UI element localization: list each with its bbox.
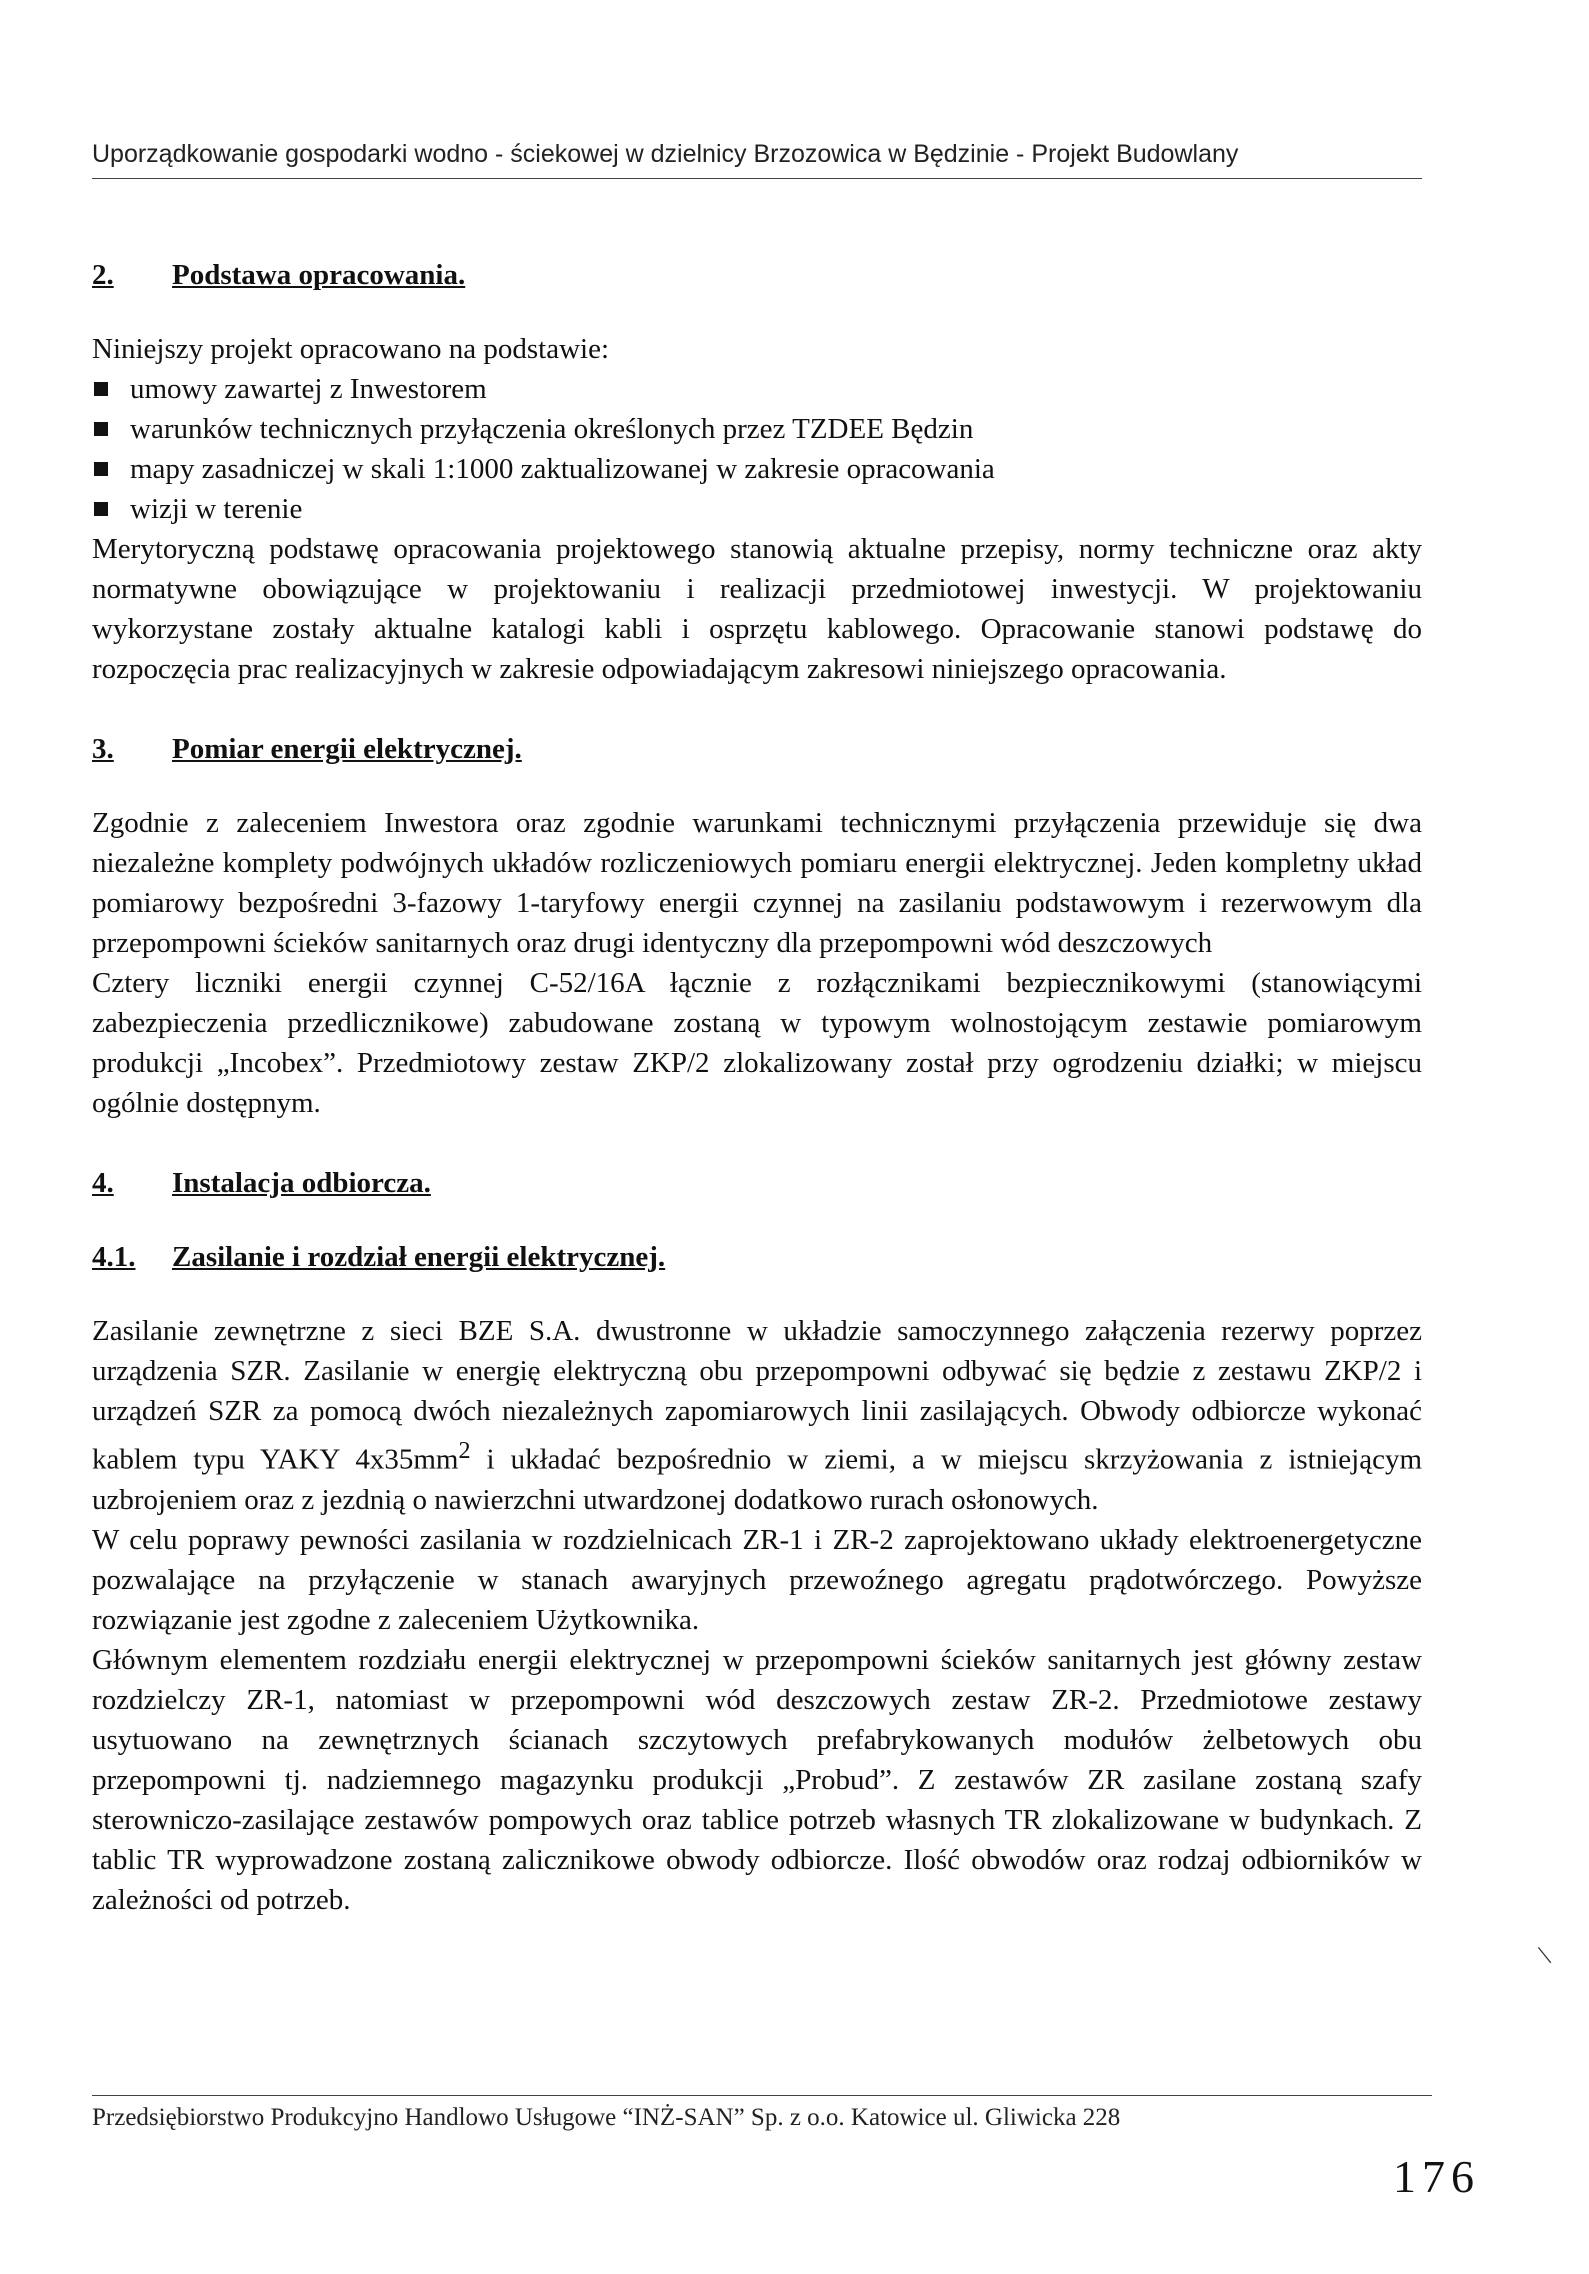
section-number: 4. xyxy=(92,1167,114,1199)
list-item: umowy zawartej z Inwestorem xyxy=(92,369,1422,409)
page-footer: Przedsiębiorstwo Produkcyjno Handlowo Usługowe “INŻ-SAN” Sp. z o.o. Katowice ul. Gliwicka 228 xyxy=(92,2104,1121,2131)
section-title: Instalacja odbiorcza. xyxy=(172,1167,431,1199)
section-title: Pomiar energii elektrycznej. xyxy=(172,733,522,765)
list-item: warunków technicznych przyłączenia określonych przez TZDEE Będzin xyxy=(92,409,1422,449)
section-heading-4 xyxy=(92,1163,1422,1203)
paragraph: W celu poprawy pewności zasilania w rozdzielnicach ZR-1 i ZR-2 zaprojektowano układy elektroenergetyczne pozwalające na przyłączenie w stanach awaryjnych przewoźnego agregatu prądotwórczego. Powyższe rozwiązanie jest zgodne z zaleceniem Użytkownika. xyxy=(92,1523,1422,1636)
paragraph: Cztery liczniki energii czynnej C-52/16A łącznie z rozłącznikami bezpiecznikowymi (stanowiącymi zabezpieczenia przedlicznikowe) zabudowane zostaną w typowym wolnostojącym zestawie pomiarowym produkcji „Incobex”. Przedmiotowy zestaw ZKP/2 zlokalizowany został przy ogrodzeniu działki; w miejscu ogólnie dostępnym. xyxy=(92,967,1422,1119)
basis-list xyxy=(92,369,1422,529)
paragraph: Głównym elementem rozdziału energii elektrycznej w przepompowni ścieków sanitarnych jest główny zestaw rozdzielczy ZR-1, natomiast w przepompowni wód deszczowych zestaw ZR-2. Przedmiotowe zestawy usytuowano na zewnętrznych ścianach szczytowych prefabrykowanych modułów żelbetowych obu przepompowni tj. nadziemnego magazynku produkcji „Probud”. Z zestawów ZR zasilane zostaną szafy sterowniczo-zasilające zestawów pompowych oraz tablice potrzeb własnych TR zlokalizowane w budynkach. Z tablic TR wyprowadzone zostaną zalicznikowe obwody odbiorcze. Ilość obwodów oraz rodzaj odbiorników w zależności od potrzeb. xyxy=(92,1643,1422,1916)
section-intro: Niniejszy projekt opracowano na podstawie: xyxy=(92,333,610,365)
page-header: Uporządkowanie gospodarki wodno - ściekowej w dzielnicy Brzozowica w Będzinie - Projekt Budowlany xyxy=(92,140,1239,168)
paragraph-text: i układać bezpośrednio w ziemi, a w miejscu skrzyżowania z istniejącym uzbrojeniem oraz z jezdnią o nawierzchni utwardzonej dodatkowo rurach osłonowych. xyxy=(92,1443,1423,1516)
section-number: 4.1. xyxy=(92,1241,136,1273)
header-divider xyxy=(92,178,1422,179)
paragraph-text: Zasilanie zewnętrzne z sieci BZE S.A. dwustronne w układzie samoczynnego załączenia rezerwy poprzez urządzenia SZR. Zasilanie w energię elektryczną obu przepompowni odbywać się będzie z zestawu ZKP/2 i urządzeń SZR za pomocą dwóch niezależnych zapomiarowych linii zasilających. Obwody odbiorcze wykonać kablem typu YAKY 4x35mm xyxy=(92,1315,1422,1476)
paragraph: Merytoryczną podstawę opracowania projektowego stanowią aktualne przepisy, normy techniczne oraz akty normatywne obowiązujące w projektowaniu i realizacji przedmiotowej inwestycji. W projektowaniu wykorzystane zostały aktualne katalogi kabli i osprzętu kablowego. Opracowanie stanowi podstawę do rozpoczęcia prac realizacyjnych w zakresie odpowiadającym zakresowi niniejszego opracowania. xyxy=(92,533,1422,685)
section-number: 2. xyxy=(92,259,114,291)
section-title: Zasilanie i rozdział energii elektrycznej. xyxy=(172,1241,666,1273)
page-number: 176 xyxy=(1393,2151,1480,2202)
paragraph xyxy=(92,1311,1422,1520)
section-number: 3. xyxy=(92,733,114,765)
section-heading-4-1 xyxy=(92,1237,1422,1277)
list-item: wizji w terenie xyxy=(92,489,1422,529)
document-body xyxy=(92,255,1422,1920)
superscript: 2 xyxy=(458,1437,471,1464)
section-heading-2 xyxy=(92,255,1422,295)
section-heading-3 xyxy=(92,729,1422,769)
stray-pen-mark: \ xyxy=(1535,1939,1554,1972)
list-item: mapy zasadniczej w skali 1:1000 zaktualizowanej w zakresie opracowania xyxy=(92,449,1422,489)
paragraph: Zgodnie z zaleceniem Inwestora oraz zgodnie warunkami technicznymi przyłączenia przewiduje się dwa niezależne komplety podwójnych układów rozliczeniowych pomiaru energii elektrycznej. Jeden kompletny układ pomiarowy bezpośredni 3-fazowy 1-taryfowy energii czynnej na zasilaniu podstawowym i rezerwowym dla przepompowni ścieków sanitarnych oraz drugi identyczny dla przepompowni wód deszczowych xyxy=(92,807,1422,959)
footer-divider xyxy=(92,2095,1432,2096)
section-title: Podstawa opracowania. xyxy=(172,259,466,291)
